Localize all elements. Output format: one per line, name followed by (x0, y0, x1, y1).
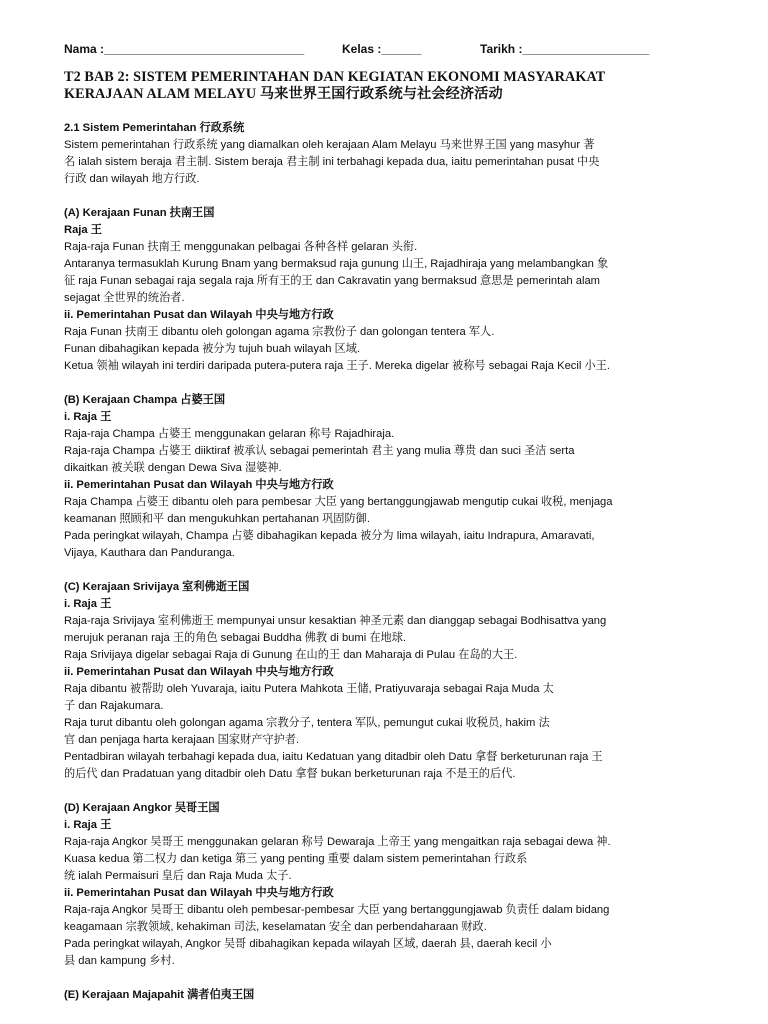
text-line: keagamaan 宗教领域, kehakiman 司法, keselamatan 安全 dan perbendaharaan 财政. (64, 921, 487, 933)
text-line: 的后代 dan Pradatuan yang ditadbir oleh Datu 拿督 bukan berketurunan raja 不是王的后代. (64, 768, 516, 780)
text-line: Raja-raja Funan 扶南王 menggunakan pelbagai 各种各样 gelaran 头衔. (64, 241, 418, 253)
content-section (64, 205, 724, 375)
title-line-2: KERAJAAN ALAM MELAYU 马来世界王国行政系统与社会经济活动 (64, 86, 503, 102)
section-heading: (B) Kerajaan Champa 占婆王国 (64, 394, 226, 406)
name-field-label: Nama :______________________________ (64, 42, 305, 56)
text-line: dikaitkan 被关联 dengan Dewa Siva 湿婆神. (64, 462, 282, 474)
text-line: ii. Pemerintahan Pusat dan Wilayah 中央与地方行政 (64, 887, 334, 899)
text-line: ii. Pemerintahan Pusat dan Wilayah 中央与地方行政 (64, 309, 334, 321)
content-section (64, 987, 724, 1004)
date-field-label: Tarikh :___________________ (480, 42, 650, 56)
text-line: Pentadbiran wilayah terbahagi kepada dua, iaitu Kedatuan yang ditadbir oleh Datu 拿督 berketurunan raja 王 (64, 751, 603, 763)
text-line: 子 dan Rajakumara. (64, 700, 164, 712)
class-field-label: Kelas :______ (342, 42, 422, 56)
text-line: 征 raja Funan sebagai raja segala raja 所有王的王 dan Cakravatin yang bermaksud 意思是 pemerintah alam (64, 275, 601, 287)
text-line: Raja-raja Srivijaya 室利佛逝王 mempunyai unsur kesaktian 神圣元素 dan dianggap sebagai Bodhisattva yang (64, 615, 607, 627)
text-line: Raja-raja Angkor 吴哥王 dibantu oleh pembesar-pembesar 大臣 yang bertanggungjawab 负责任 dalam bidang (64, 904, 610, 916)
text-line: Sistem pemerintahan 行政系统 yang diamalkan oleh kerajaan Alam Melayu 马来世界王国 yang masyhur 著 (64, 139, 595, 151)
text-line: ii. Pemerintahan Pusat dan Wilayah 中央与地方行政 (64, 666, 334, 678)
section-heading: (D) Kerajaan Angkor 吴哥王国 (64, 802, 220, 814)
text-line: Funan dibahagikan kepada 被分为 tujuh buah wilayah 区域. (64, 343, 361, 355)
section-spacer (64, 188, 724, 205)
text-line: keamanan 照顾和平 dan mengukuhkan pertahanan 巩固防御. (64, 513, 370, 525)
document-body (64, 120, 724, 1004)
text-line: Pada peringkat wilayah, Champa 占婆 dibahagikan kepada 被分为 lima wilayah, iaitu Indrapura, Amaravati, (64, 530, 595, 542)
text-line: Raja 王 (64, 224, 102, 236)
text-line: Raja-raja Angkor 吴哥王 menggunakan gelaran 称号 Dewaraja 上帝王 yang mengaitkan raja sebagai dewa 神. (64, 836, 611, 848)
section-heading: (A) Kerajaan Funan 扶南王国 (64, 207, 215, 219)
text-line: 官 dan penjaga harta kerajaan 国家财产守护者. (64, 734, 300, 746)
text-line: Raja turut dibantu oleh golongan agama 宗教分子, tentera 军队, pemungut cukai 收税员, hakim 法 (64, 717, 550, 729)
text-line: Antaranya termasuklah Kurung Bnam yang bermaksud raja gunung 山王, Rajadhiraja yang melambangkan 象 (64, 258, 609, 270)
section-spacer (64, 970, 724, 987)
section-spacer (64, 375, 724, 392)
text-line: i. Raja 王 (64, 411, 112, 423)
text-line: Raja Champa 占婆王 dibantu oleh para pembesar 大臣 yang bertanggungjawab mengutip cukai 收税, menjaga (64, 496, 613, 508)
text-line: merujuk peranan raja 王的角色 sebagai Buddha 佛教 di bumi 在地球. (64, 632, 406, 644)
text-line: Ketua 领袖 wilayah ini terdiri daripada putera-putera raja 王子. Mereka digelar 被称号 sebagai Raja Kecil 小王. (64, 360, 610, 372)
text-line: ii. Pemerintahan Pusat dan Wilayah 中央与地方行政 (64, 479, 334, 491)
section-heading: 2.1 Sistem Pemerintahan 行政系统 (64, 122, 245, 134)
text-line: 名 ialah sistem beraja 君主制. Sistem beraja 君主制 ini terbahagi kepada dua, iaitu pemerintahan pusat 中央 (64, 156, 600, 168)
content-section (64, 392, 724, 562)
text-line: 统 ialah Permaisuri 皇后 dan Raja Muda 太子. (64, 870, 292, 882)
document-title (64, 69, 724, 103)
section-heading: (E) Kerajaan Majapahit 满者伯夷王国 (64, 989, 255, 1001)
text-line: Raja dibantu 被帮助 oleh Yuvaraja, iaitu Putera Mahkota 王储, Pratiyuvaraja sebagai Raja Muda 太 (64, 683, 554, 695)
section-spacer (64, 562, 724, 579)
content-section (64, 120, 724, 188)
text-line: Kuasa kedua 第二权力 dan ketiga 第三 yang penting 重要 dalam sistem pemerintahan 行政系 (64, 853, 528, 865)
content-section (64, 579, 724, 783)
text-line: 县 dan kampung 乡村. (64, 955, 175, 967)
content-section (64, 800, 724, 970)
text-line: Raja Funan 扶南王 dibantu oleh golongan agama 宗教份子 dan golongan tentera 军人. (64, 326, 495, 338)
text-line: sejagat 全世界的统治者. (64, 292, 185, 304)
text-line: i. Raja 王 (64, 819, 112, 831)
text-line: Raja-raja Champa 占婆王 diiktiraf 被承认 sebagai pemerintah 君主 yang mulia 尊贵 dan suci 圣洁 serta (64, 445, 575, 457)
text-line: Raja-raja Champa 占婆王 menggunakan gelaran 称号 Rajadhiraja. (64, 428, 395, 440)
text-line: Pada peringkat wilayah, Angkor 吴哥 dibahagikan kepada wilayah 区域, daerah 县, daerah kecil 小 (64, 938, 552, 950)
student-info-header (64, 42, 724, 62)
text-line: i. Raja 王 (64, 598, 112, 610)
section-spacer (64, 783, 724, 800)
section-heading: (C) Kerajaan Srivijaya 室利佛逝王国 (64, 581, 250, 593)
text-line: Raja Srivijaya digelar sebagai Raja di Gunung 在山的王 dan Maharaja di Pulau 在岛的大王. (64, 649, 518, 661)
title-line-1: T2 BAB 2: SISTEM PEMERINTAHAN DAN KEGIATAN EKONOMI MASYARAKAT (64, 69, 606, 85)
text-line: Vijaya, Kauthara dan Panduranga. (64, 547, 235, 559)
text-line: 行政 dan wilayah 地方行政. (64, 173, 200, 185)
